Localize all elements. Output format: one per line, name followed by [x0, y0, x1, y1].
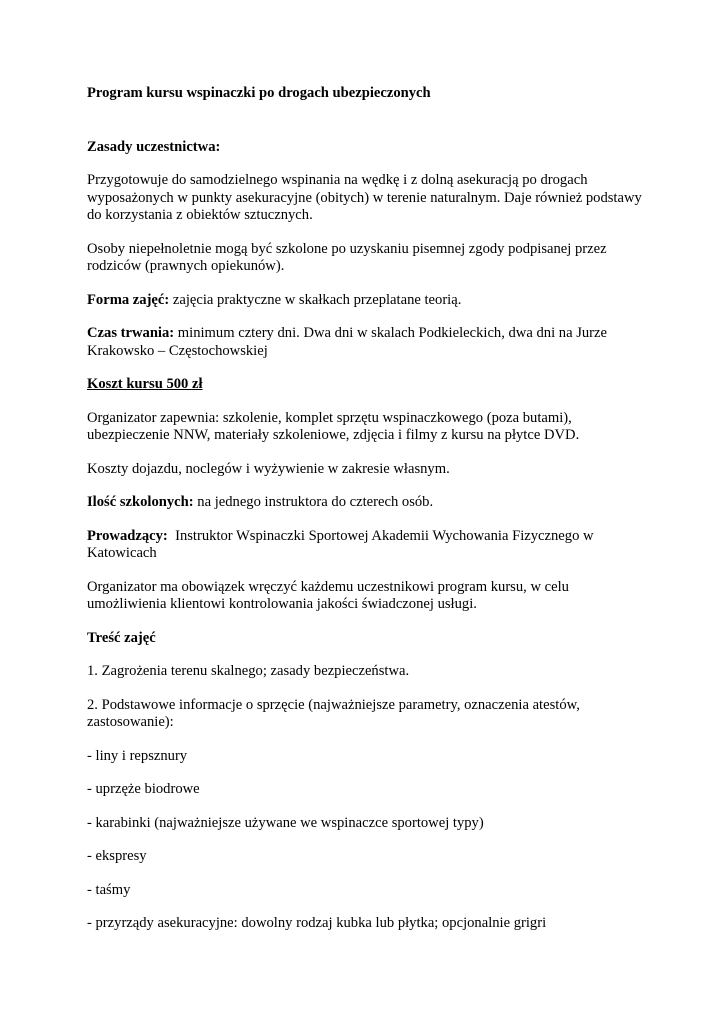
paragraph-ilosc — [87, 494, 647, 512]
prowadzacy-text: Instruktor Wspinaczki Sportowej Akademii Wychowania Fizycznego w Katowicach — [87, 527, 598, 561]
paragraph-prowadzacy — [87, 528, 647, 563]
paragraph-forma — [87, 292, 647, 310]
prowadzacy-label: Prowadzący: — [87, 527, 168, 544]
document-body — [87, 85, 647, 949]
section-heading-zasady: Zasady uczestnictwa: — [87, 138, 221, 155]
paragraph-niepelnoletnie: Osoby niepełnoletnie mogą być szkolone po uzyskaniu pisemnej zgody podpisanej przez rodziców (prawnych opiekunów). — [87, 240, 607, 274]
bullet-item: - uprzęże biodrowe — [87, 781, 200, 797]
bullet-item: - taśmy — [87, 881, 131, 898]
ilosc-text: na jednego instruktora do czterech osób. — [193, 494, 434, 510]
czas-text: minimum cztery dni. Dwa dni w skalach Podkieleckich, dwa dni na Jurze Krakowsko – Częstochowskiej — [87, 325, 607, 359]
czas-label: Czas trwania: — [87, 325, 175, 341]
ilosc-label: Ilość szkolonych: — [87, 494, 194, 510]
document-title: Program kursu wspinaczki po drogach ubezpieczonych — [87, 85, 431, 101]
paragraph-czas — [87, 325, 647, 360]
list-item-1: 1. Zagrożenia terenu skalnego; zasady bezpieczeństwa. — [87, 663, 410, 679]
list-item-2: 2. Podstawowe informacje o sprzęcie (najważniejsze parametry, oznaczenia atestów, zastosowanie): — [87, 696, 580, 730]
paragraph-koszty-dojazdu: Koszty dojazdu, noclegów i wyżywienie w zakresie własnym. — [87, 460, 450, 477]
paragraph-organizator-zapewnia: Organizator zapewnia: szkolenie, komplet sprzętu wspinaczkowego (poza butami), ubezpieczenie NNW, materiały szkoleniowe, zdjęcia i filmy z kursu na płytce DVD. — [87, 409, 580, 443]
section-heading-tresc: Treść zajęć — [87, 629, 156, 646]
paragraph-przygotowuje: Przygotowuje do samodzielnego wspinania na wędkę i z dolną asekuracją po drogach wyposażonych w punkty asekuracyjne (obitych) w terenie naturalnym. Daje również podstawy do korzystania z obiektów sztucznych. — [87, 172, 642, 223]
forma-text: zajęcia praktyczne w skałkach przeplatane teorią. — [169, 291, 462, 308]
bullet-item: - przyrządy asekuracyjne: dowolny rodzaj kubka lub płytka; opcjonalnie grigri — [87, 915, 547, 931]
bullet-item: - ekspresy — [87, 848, 147, 864]
bullet-item: - karabinki (najważniejsze używane we wspinaczce sportowej typy) — [87, 814, 484, 831]
koszt-heading: Koszt kursu 500 zł — [87, 376, 203, 392]
bullet-item: - liny i repsznury — [87, 747, 188, 764]
forma-label: Forma zajęć: — [87, 291, 170, 308]
paragraph-obowiazek: Organizator ma obowiązek wręczyć każdemu uczestnikowi program kursu, w celu umożliwienia klientowi kontrolowania jakości świadczonej usługi. — [87, 578, 569, 612]
